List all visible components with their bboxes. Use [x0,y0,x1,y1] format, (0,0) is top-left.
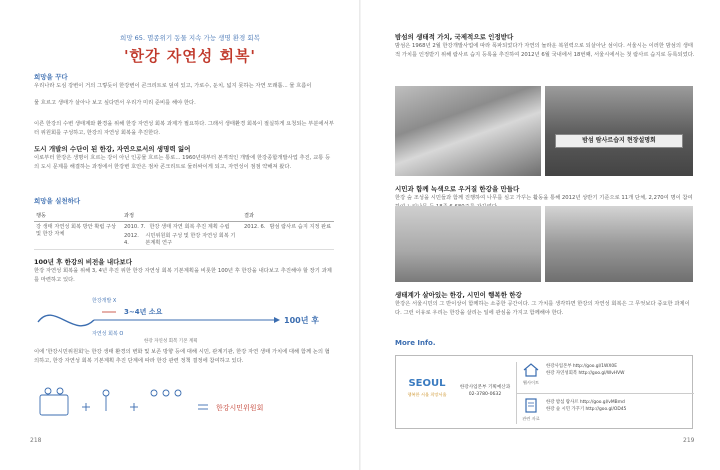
person-icon [151,390,157,396]
department-phone: 02-3780-0632 [468,392,502,397]
table-header-process: 과정 [122,210,242,222]
diagram-label-end: 100년 후 [284,316,319,325]
subheading-development: 도시 개발의 수단이 된 한강, 자연으로서의 생명력 잃어 [34,145,191,153]
result-year: 2012. 6. [244,224,266,230]
river-island-photo [395,86,541,176]
process-year-1: 2010. 7. [124,224,146,230]
kicker: 희망 65. 멸종위기 동물 지속 가능 생명 환경 회복 [120,34,260,42]
result-text: 밤섬 람사르 습지 지정 완료 [269,224,332,230]
paragraph-green-han: 한강 숲 조성을 시민들과 함께 진행하여 나무를 심고 가꾸는 활동을 통해 2012년 상반기 기준으로 11개 단체, 2,270여 명이 참여 [395,195,693,201]
paragraph-vision-2: 이에 '한강시민위원회'는 한강 생태 환경의 변화 및 보존 방향 등에 대해 시민, 관계기관, 한강 자연 생태 가치에 대해 함께 논의 협의하고, 한강 자연성 회복 기본계획 추진 단계에 따라 한강 관련 정책 결정에 참여하고 있다. [34,349,330,364]
table-cell-result [242,222,334,250]
trees-photo [395,206,541,282]
equation-label: 한강시민위원회 [216,404,264,412]
paragraph-development: 이로부터 한강은 생명이 흐르는 강이 아닌 인공물 흐르는 통로... 1960년대부터 본격적인 개발에 한강종합개발사업 추진, 교통 등의 도시 문제를 해결하는 과정에서 한강변 호안은 점차 콘크리트로 둘러싸이게 되고, 자연성이 점점 약해져 왔다. [34,155,331,170]
home-icon [522,362,540,378]
seoul-logo-word: SEOUL [408,378,446,389]
table-header-row [34,210,334,222]
person-icon [103,390,109,396]
subheading-vision: 100년 후 한강의 비전을 내다보다 [34,258,132,266]
diagram-caption: 한강 자연성 회복 기본 계획 [144,339,198,344]
paragraph-dream-2: 물 흐르고 생태가 살아나 보고 싶다면서 우리가 미리 준비를 해야 한다. [34,100,196,106]
seoul-logo-tagline: 행복한 서울 희망서울 [407,392,447,397]
diagram-label-top: 한강개발 X [92,298,117,304]
table-row [34,222,334,250]
website-caption: 웹사이트 [522,380,540,385]
more-info-box [395,355,693,429]
section-heading-practice: 희망을 실천하다 [34,197,81,205]
info-link[interactable]: 한강 숲 시민 가꾸기 http://goo.gl/OD45 [546,406,627,412]
diagram-label-bottom: 자연성 회복 O [92,331,124,337]
person-icon [57,388,63,394]
info-links-top [546,364,624,377]
vision-diagram [34,290,334,345]
process-year-2: 2012. 4. [124,233,139,246]
right-page [361,0,720,470]
equation-illustration [34,383,334,431]
meeting-table-icon [40,395,68,415]
person-icon [45,388,51,394]
more-info-heading: More Info. [395,339,436,347]
person-icon [175,390,181,396]
photo-banner: 밤섬 람사르습지 현장설명회 [555,134,683,148]
table-cell-action: 강 생태 자연성 회복 방안 확립 구상 및 한강 자체 [34,222,122,250]
process-text-1: 한강 생태 자연 회복 추진 계획 수립 [149,224,230,230]
table-header-result: 결과 [242,210,334,222]
group-photo [545,86,693,176]
info-link[interactable]: 한강사업본부 http://goo.gl/1WX0E [546,364,617,369]
page-number-left: 218 [30,437,42,444]
action-table [34,210,334,250]
left-page [0,0,359,470]
paragraph-bamseom: 밤섬은 1968년 2월 한강개발사업에 따라 폭파되었다가 자연의 놀라운 복원력으로 되살아난 섬이다. 서울시는 이러한 밤섬의 생태적 가치를 인정받기 위해 람사르 습지 등록을 추진하여 2012년 6월 국내에서 18번째, 서울시에서는 첫 람사르 습지로 등록되었다. [395,43,695,58]
paragraph-vision-1: 한강 자연성 회복을 위해 3, 4년 추진 위한 한강 자연성 회복 기본계획을 비롯한 100년 후 한강을 내다보고 추진해야 할 장기 과제를 마련하고 있다. [34,268,332,283]
planting-photo [545,206,693,282]
table-header-action: 행동 [34,210,122,222]
arrow-head-icon [274,317,280,323]
paragraph-dream-1: 우리나라 도심 강변이 거의 그렇듯이 한강변이 콘크리트로 덮여 있고, 가로수, 둔치, 넓지 못하는 자연 모래톱... 물 흐름이 [34,83,312,89]
section-heading-dream: 희망을 꾸다 [34,73,68,81]
paragraph-dream-3: 이른 한강의 수변 생태계와 환경을 위해 한강 자연성 회복 과제가 필요하다. 그래서 생태환경 회복이 절실하게 요청되는 부분에서부터 위원회를 구성하고, 한강의 자연성 회복을 추진한다. [34,121,334,136]
info-link[interactable]: 한강 자연성회복 http://goo.gl/WvHVW [546,370,625,376]
subheading-bamseom: 밤섬의 생태적 가치, 국제적으로 인정받다 [395,33,514,41]
river-curve-icon [38,315,94,326]
document-icon [522,398,540,414]
page-number-right: 219 [683,437,695,444]
department-contact [454,384,516,398]
divider-horizontal [516,393,694,394]
table-cell-process [122,222,242,250]
info-link[interactable]: 한강 밤섬 람사르 http://goo.gl/vMBmd [546,400,625,405]
department-name: 한강사업본부 기획예산과 [459,385,511,390]
person-icon [163,390,169,396]
subheading-green-han: 시민과 함께 녹색으로 우거질 한강을 만들다 [395,185,520,193]
subheading-ecosystem: 생태계가 살아있는 한강, 시민이 행복한 한강 [395,291,522,299]
page-title: '한강 자연성 회복' [123,47,257,65]
seoul-logo [406,378,448,406]
resources-caption: 관련 자료 [522,416,540,421]
process-text-2: 시민위원회 구성 및 한강 자연성 회복 기본계획 연구 [145,233,236,246]
diagram-label-mid: 3~4년 소요 [124,308,163,316]
paragraph-ecosystem: 한강은 서울시민의 그 반이상이 함께하는 소중한 공간이다. 그 가치를 생각하면 한강의 자연성 회복은 그 무엇보다 중요한 과제이다. 그런 이유로 우리는 한강을 살리는 일에 관심을 가지고 함께해야 한다. [395,301,690,316]
info-links-bottom [546,400,626,413]
